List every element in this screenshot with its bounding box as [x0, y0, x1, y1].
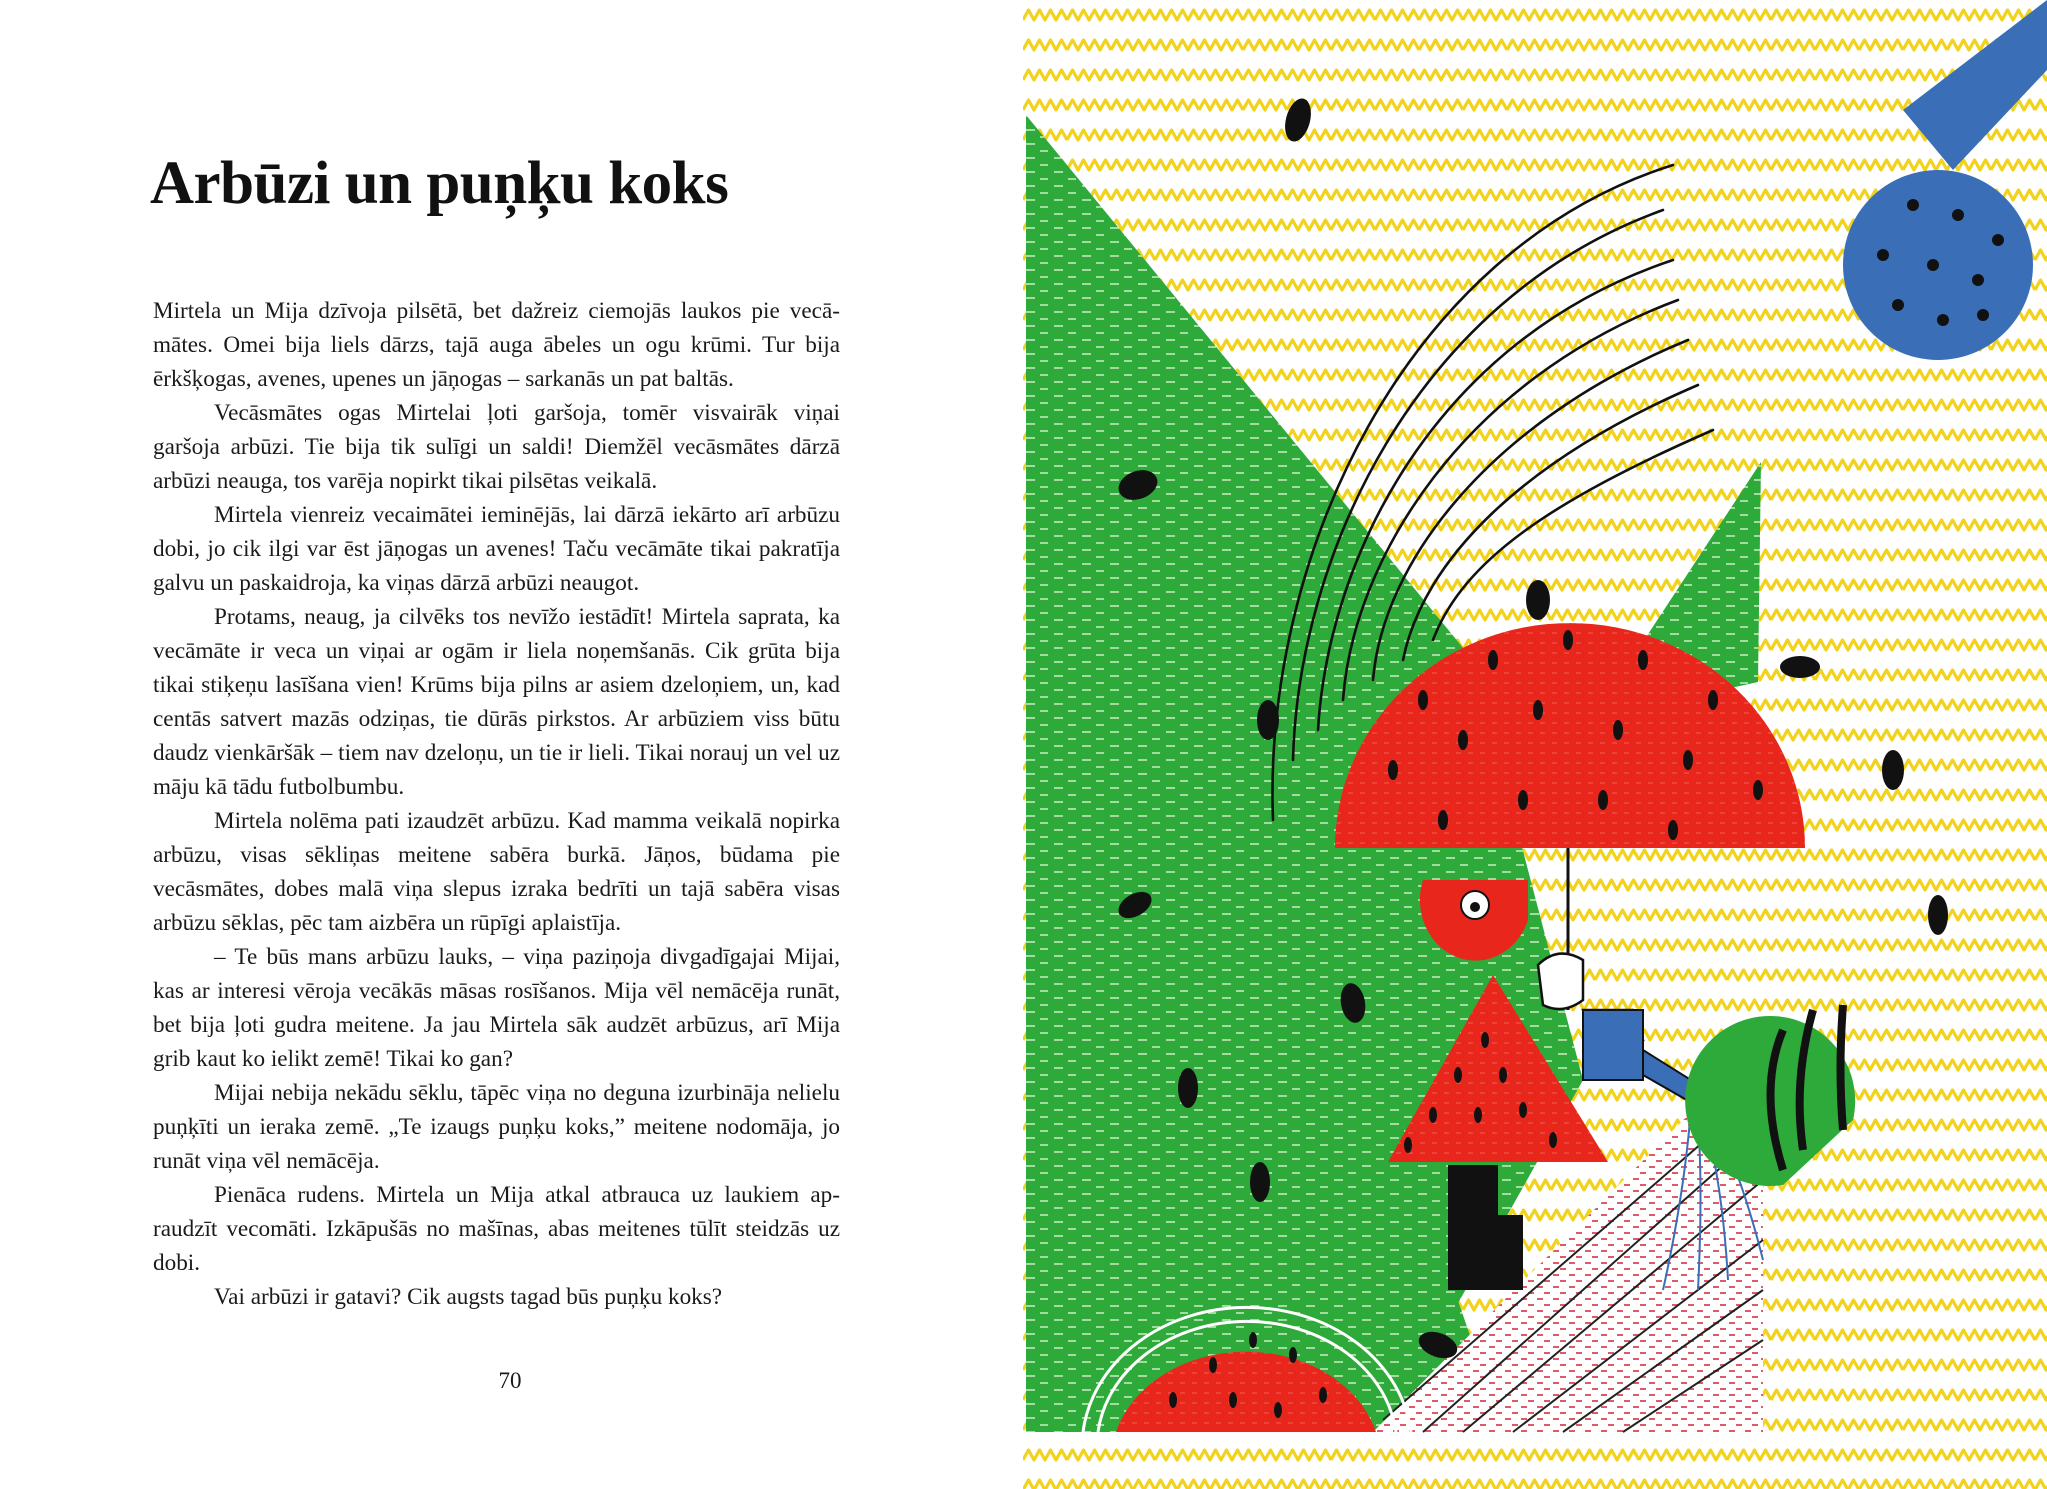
- paragraph-4: Protams, neaug, ja cilvēks tos nevīžo iestādīt! Mirtela saprata, ka vecāmāte ir veca un viņai ar ogām ir liela noņemšanās. Cik grūta bija tikai stiķeņu lasīšana vien! Krūms bija pilns ar asiem dzeloņiem, un, kad centās satvert mazās odziņas, tie dūrās pirkstos. Ar arbūziem viss būtu daudz vienkāršāk – tiem nav dzeloņu, un tie ir lieli. Tikai norauj un vel uz māju kā tādu futbolbumbu.: [153, 604, 840, 800]
- left-page: [0, 0, 1023, 1489]
- page-number: 70: [498, 1368, 522, 1393]
- paragraph-7: Mijai nebija nekādu sēklu, tāpēc viņa no deguna izurbināja nelielu puņķīti un ieraka zemē. „Te izaugs puņķu koks,” meitene nodomāja, jo runāt viņa vēl nemācēja.: [153, 1080, 840, 1174]
- right-page-illustration: [1023, 0, 2047, 1489]
- watermelon-illustration: [1023, 0, 2047, 1489]
- paragraph-2: Vecāsmātes ogas Mirtelai ļoti garšoja, tomēr visvairāk viņai garšoja arbūzi. Tie bija tik sulīgi un saldi! Diemžēl vecāsmātes dārzā arbūzi neauga, tos varēja nopirkt tikai pilsētas veikalā.: [153, 400, 840, 494]
- paragraph-6: – Te būs mans arbūzu lauks, – viņa paziņoja divgadīgajai Mijai, kas ar interesi vēroja vecākās māsas rosīšanos. Mija vēl nemācēja runāt, bet bija ļoti gudra meitene. Ja jau Mirtela sāk audzēt arbūzus, arī Mija grib kaut ko ielikt zemē! Tikai ko gan?: [153, 944, 840, 1072]
- story-body: [153, 294, 840, 1314]
- paragraph-8: Pienāca rudens. Mirtela un Mija atkal atbrauca uz laukiem apraudzīt vecomāti. Izkāpušās no mašīnas, abas meitenes tūlīt steidzās uz dobi.: [153, 1182, 840, 1276]
- story-title: Arbūzi un puņķu koks: [150, 150, 729, 217]
- paragraph-1: Mirtela un Mija dzīvoja pilsētā, bet dažreiz ciemojās laukos pie vecāmātes. Omei bija liels dārzs, tajā auga ābeles un ogu krūmi. Tur bija ērkšķogas, avenes, upenes un jāņogas – sarkanās un pat baltās.: [153, 298, 840, 392]
- paragraph-9: Vai arbūzi ir gatavi? Cik augsts tagad būs puņķu koks?: [214, 1284, 723, 1310]
- paragraph-5: Mirtela nolēma pati izaudzēt arbūzu. Kad mamma veikalā nopirka arbūzu, visas sēkliņas meitene sabēra burkā. Jāņos, būdama pie vecāsmātes, dobes malā viņa slepus izraka bedrīti un tajā sabēra visas arbūzu sēklas, pēc tam aizbēra un rūpīgi aplaistīja.: [153, 808, 840, 936]
- paragraph-3: Mirtela vienreiz vecaimātei ieminējās, lai dārzā iekārto arī arbūzu dobi, jo cik ilgi var ēst jāņogas un avenes! Taču vecāmāte tikai pakratīja galvu un paskaidroja, ka viņas dārzā arbūzi neaugot.: [153, 502, 840, 596]
